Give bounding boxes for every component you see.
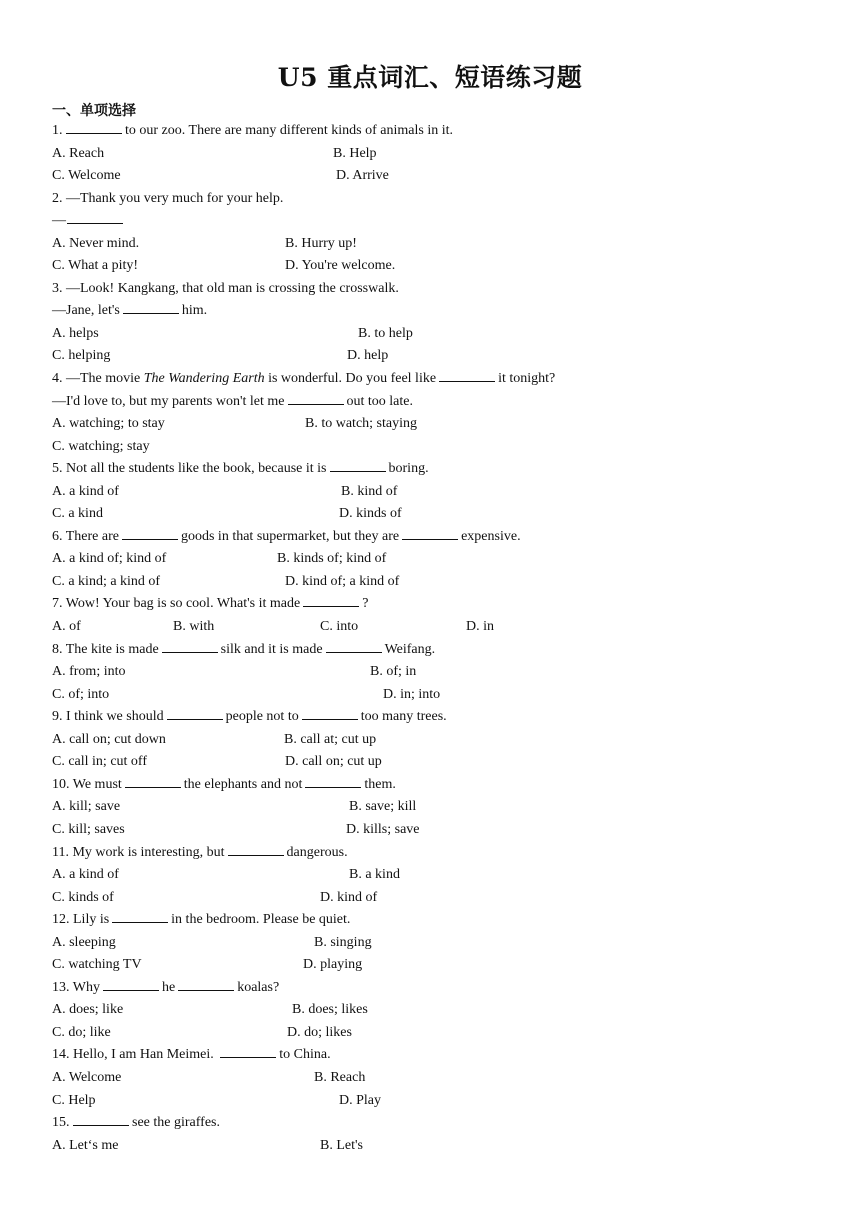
option-b[interactable]: B. does; likes <box>292 1002 368 1018</box>
option-d[interactable]: D. do; likes <box>287 1024 352 1040</box>
option-b[interactable]: B. call at; cut up <box>284 731 377 747</box>
option-c[interactable]: C. into <box>320 619 359 635</box>
question-13-options-row2 <box>52 1022 832 1045</box>
question-11-options-row1 <box>52 864 832 887</box>
question-15-stem: 15. see the giraffes. <box>52 1112 832 1135</box>
option-d[interactable]: D. help <box>347 348 389 364</box>
option-d[interactable]: D. kind of; a kind of <box>285 573 400 589</box>
option-b[interactable]: B. with <box>173 619 215 635</box>
answer-blank[interactable] <box>123 300 179 314</box>
option-d[interactable]: D. You're welcome. <box>285 258 396 274</box>
question-6-options-row1 <box>52 548 832 571</box>
section-heading: 一、单项选择 <box>52 103 136 119</box>
option-b[interactable]: B. Reach <box>314 1069 366 1085</box>
question-9-options-row1 <box>52 729 832 752</box>
option-b[interactable]: B. kind of <box>341 483 398 499</box>
question-10-options-row1 <box>52 796 832 819</box>
answer-blank[interactable] <box>288 391 344 405</box>
option-d[interactable]: D. Play <box>339 1092 381 1108</box>
option-d[interactable]: D. in <box>466 619 494 635</box>
question-4-response: —I'd love to, but my parents won't let me out too late. <box>52 391 832 414</box>
answer-blank[interactable] <box>303 593 359 607</box>
question-6-options-row2 <box>52 571 832 594</box>
option-b[interactable]: B. kinds of; kind of <box>277 551 387 567</box>
question-11-options-row2 <box>52 887 832 910</box>
option-c[interactable]: C. Welcome <box>52 168 121 184</box>
option-c[interactable]: C. a kind; a kind of <box>52 573 161 589</box>
page-title: U5 重点词汇、短语练习题 <box>277 63 583 92</box>
option-c[interactable]: C. do; like <box>52 1024 111 1040</box>
answer-blank[interactable] <box>73 1112 129 1126</box>
question-8-options-row1 <box>52 661 832 684</box>
option-a[interactable]: A. Reach <box>52 145 105 161</box>
option-b[interactable]: B. save; kill <box>349 799 417 815</box>
question-4-options-row1 <box>52 413 832 436</box>
question-1-options-row1 <box>52 143 832 166</box>
option-a[interactable]: A. Never mind. <box>52 235 140 251</box>
option-c[interactable]: C. watching TV <box>52 957 142 973</box>
answer-blank[interactable] <box>305 774 361 788</box>
question-14-stem: 14. Hello, I am Han Meimei. to China. <box>52 1044 832 1067</box>
option-a[interactable]: A. a kind of <box>52 867 119 883</box>
option-b[interactable]: B. to watch; staying <box>305 416 417 432</box>
option-c[interactable]: C. What a pity! <box>52 258 139 274</box>
option-b[interactable]: B. Let's <box>320 1137 363 1153</box>
option-a[interactable]: A. of <box>52 619 81 635</box>
option-b[interactable]: B. singing <box>314 934 372 950</box>
question-2-options-row2 <box>52 255 832 278</box>
question-2-stem: 2. —Thank you very much for your help. <box>52 190 284 206</box>
answer-blank[interactable] <box>112 909 168 923</box>
answer-blank[interactable] <box>67 210 123 224</box>
answer-blank[interactable] <box>167 706 223 720</box>
question-7-stem: 7. Wow! Your bag is so cool. What's it made ? <box>52 593 832 616</box>
option-b[interactable]: B. Hurry up! <box>285 235 357 251</box>
question-14-options-row2 <box>52 1090 832 1113</box>
question-list <box>52 120 832 1157</box>
question-10-stem: 10. We must the elephants and not them. <box>52 774 832 797</box>
question-8-options-row2 <box>52 684 832 707</box>
question-9-stem: 9. I think we should people not to too many trees. <box>52 706 832 729</box>
question-13-options-row1 <box>52 999 832 1022</box>
question-12-options-row2 <box>52 954 832 977</box>
question-3-options-row1 <box>52 323 832 346</box>
question-5-options-row1 <box>52 481 832 504</box>
answer-blank[interactable] <box>122 526 178 540</box>
option-c[interactable]: C. Help <box>52 1092 96 1108</box>
option-a[interactable]: A. watching; to stay <box>52 416 165 432</box>
option-a[interactable]: A. sleeping <box>52 934 116 950</box>
option-c[interactable]: C. watching; stay <box>52 438 150 454</box>
question-9-options-row2 <box>52 751 832 774</box>
answer-blank[interactable] <box>220 1044 276 1058</box>
answer-blank[interactable] <box>439 368 495 382</box>
question-4-stem: 4. —The movie The Wandering Earth is wonderful. Do you feel like it tonight? <box>52 368 832 391</box>
option-d[interactable]: D. kinds of <box>339 506 402 522</box>
answer-blank[interactable] <box>125 774 181 788</box>
question-1-options-row2 <box>52 165 832 188</box>
question-11-stem: 11. My work is interesting, but dangerous. <box>52 842 832 865</box>
option-b[interactable]: B. of; in <box>370 664 417 680</box>
option-c[interactable]: C. kinds of <box>52 889 114 905</box>
answer-blank[interactable] <box>66 120 122 134</box>
option-a[interactable]: A. Welcome <box>52 1069 122 1085</box>
question-3-response: —Jane, let's him. <box>52 300 832 323</box>
question-13-stem: 13. Why he koalas? <box>52 977 832 1000</box>
question-5-options-row2 <box>52 503 832 526</box>
question-2-options-row1 <box>52 233 832 256</box>
answer-blank[interactable] <box>103 977 159 991</box>
movie-title: The Wandering Earth <box>143 371 265 387</box>
option-a[interactable]: A. helps <box>52 325 99 341</box>
option-c[interactable]: C. call in; cut off <box>52 754 147 770</box>
answer-blank[interactable] <box>178 977 234 991</box>
question-1-stem: 1. to our zoo. There are many different kinds of animals in it. <box>52 120 832 143</box>
question-4-options-row2 <box>52 436 832 459</box>
question-12-options-row1 <box>52 932 832 955</box>
option-a[interactable]: A. from; into <box>52 664 126 680</box>
option-c[interactable]: C. helping <box>52 348 111 364</box>
answer-blank[interactable] <box>402 526 458 540</box>
option-b[interactable]: B. to help <box>358 325 413 341</box>
option-c[interactable]: C. a kind <box>52 506 103 522</box>
option-d[interactable]: D. in; into <box>383 686 441 702</box>
option-d[interactable]: D. playing <box>303 957 363 973</box>
option-d[interactable]: D. call on; cut up <box>285 754 382 770</box>
answer-blank[interactable] <box>326 639 382 653</box>
option-b[interactable]: B. Help <box>333 145 377 161</box>
question-7-options <box>52 616 832 639</box>
answer-blank[interactable] <box>162 639 218 653</box>
question-5-stem: 5. Not all the students like the book, because it is boring. <box>52 458 832 481</box>
option-b[interactable]: B. a kind <box>349 867 400 883</box>
answer-blank[interactable] <box>228 842 284 856</box>
question-6-stem: 6. There are goods in that supermarket, but they are expensive. <box>52 526 832 549</box>
question-3-stem: 3. —Look! Kangkang, that old man is crossing the crosswalk. <box>52 280 399 296</box>
option-d[interactable]: D. kind of <box>320 889 378 905</box>
option-c[interactable]: C. kill; saves <box>52 821 125 837</box>
option-d[interactable]: D. kills; save <box>346 821 420 837</box>
option-a[interactable]: A. kill; save <box>52 799 121 815</box>
option-a[interactable]: A. call on; cut down <box>52 731 166 747</box>
option-a[interactable]: A. Let‘s me <box>52 1137 119 1153</box>
option-d[interactable]: D. Arrive <box>336 168 389 184</box>
option-a[interactable]: A. a kind of; kind of <box>52 551 167 567</box>
answer-blank[interactable] <box>330 458 386 472</box>
answer-blank[interactable] <box>302 706 358 720</box>
question-10-options-row2 <box>52 819 832 842</box>
question-15-options-row1 <box>52 1135 832 1158</box>
question-12-stem: 12. Lily is in the bedroom. Please be quiet. <box>52 909 832 932</box>
option-a[interactable]: A. a kind of <box>52 483 119 499</box>
question-8-stem: 8. The kite is made silk and it is made Weifang. <box>52 639 832 662</box>
option-a[interactable]: A. does; like <box>52 1002 124 1018</box>
question-2-response: — <box>52 210 832 233</box>
question-14-options-row1 <box>52 1067 832 1090</box>
question-3-options-row2 <box>52 345 832 368</box>
option-c[interactable]: C. of; into <box>52 686 110 702</box>
